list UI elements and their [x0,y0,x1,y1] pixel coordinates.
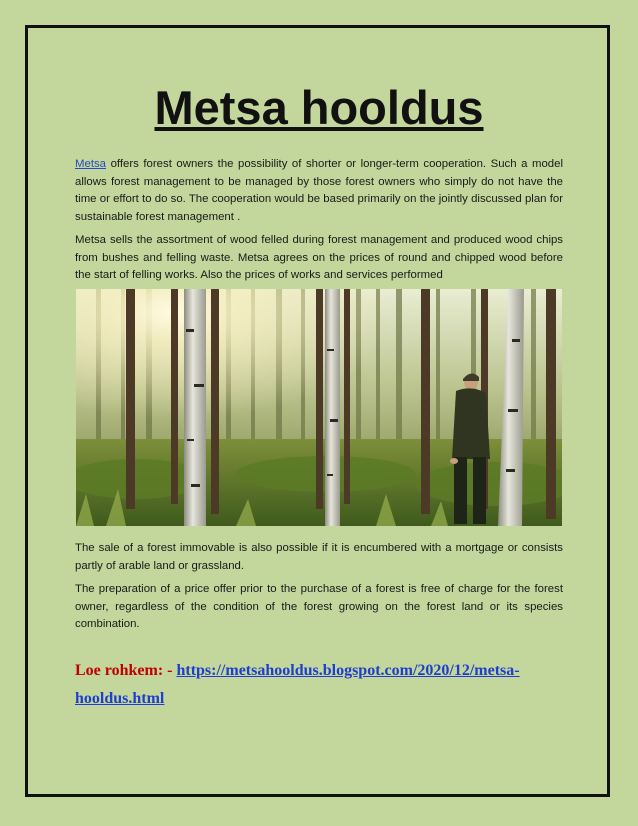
paragraph-price-offer [75,581,563,634]
paragraph-price-offer-text: The preparation of a price offer prior to the purchase of a forest is free of charge for the forest owner, regardless of the condition of the forest growing on the forest land or its species combination. [75,583,563,631]
page-title [0,80,638,136]
read-more [75,657,565,713]
read-more-label: Loe rohkem: - [75,662,177,679]
paragraph-intro [75,156,563,226]
forest-photo [76,289,562,526]
paragraph-mortgage-text: The sale of a forest immovable is also possible if it is encumbered with a mortgage or consists partly of arable land or grassland. [75,542,563,572]
paragraph-intro-text: offers forest owners the possibility of shorter or longer-term cooperation. Such a model allows forest management to be managed by those forest owners who simply do not have the time or effort to do so. The cooperation would be based primarily on the jointly discussed plan for sustainable forest management . [75,158,563,223]
paragraph-mortgage [75,540,563,575]
metsa-link[interactable]: Metsa [75,158,107,170]
read-more-link[interactable]: https://metsahooldus.blogspot.com/2020/12/metsa-hooldus.html [75,662,520,707]
paragraph-sales-text: Metsa sells the assortment of wood felled during forest management and produced wood chips from bushes and felling waste. Metsa agrees on the prices of round and chipped wood before the start of felling works. Also the prices of works and services performed [75,234,563,282]
page-title-text: Metsa hooldus [154,81,484,134]
paragraph-sales [75,232,563,285]
